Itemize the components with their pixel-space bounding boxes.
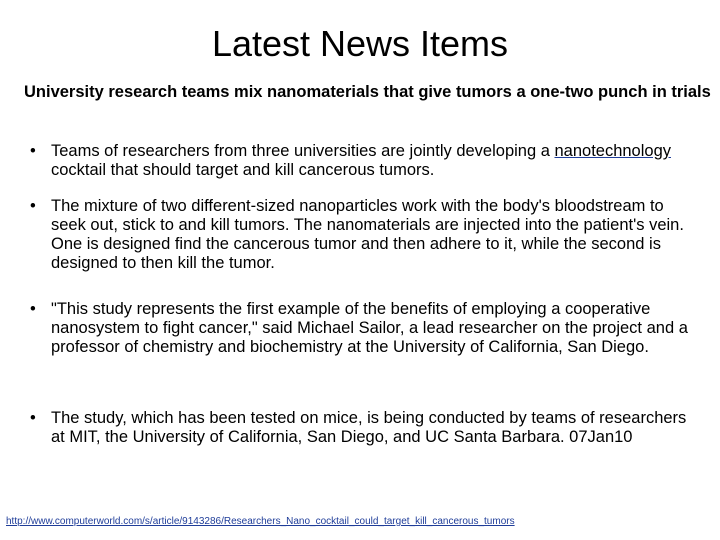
slide-title: Latest News Items: [211, 23, 509, 64]
bullet-dot-icon: •: [30, 142, 36, 160]
bullet-text-before-link: Teams of researchers from three universities are jointly developing a: [51, 142, 555, 160]
bullet-text: "This study represents the first example of the benefits of employing a cooperative nanosystem to fight cancer," said Michael Sailor, a lead researcher on the project and a professor of chemistry and biochemistry at the University of California, San Diego.: [51, 300, 688, 356]
bullet-item: [30, 142, 698, 180]
bullet-text: The mixture of two different-sized nanoparticles work with the body's bloodstream to seek out, stick to and kill tumors. The nanomaterials are injected into the patient's vein. One is designed find the cancerous tumor and then adhere to it, while the second is designed to then kill the tumor.: [51, 197, 684, 272]
bullet-text: The study, which has been tested on mice, is being conducted by teams of researchers at MIT, the University of California, San Diego, and UC Santa Barbara. 07Jan10: [51, 409, 687, 446]
bullet-dot-icon: •: [30, 197, 36, 215]
bullet-item: [30, 409, 698, 447]
bullet-text: [51, 142, 698, 180]
source-url-link[interactable]: http://www.computerworld.com/s/article/9143286/Researchers_Nano_cocktail_could_target_kill_cancerous_tumors: [6, 516, 515, 527]
bullet-item: [30, 197, 698, 273]
bullet-text-after-link: cocktail that should target and kill cancerous tumors.: [51, 161, 435, 179]
news-headline: University research teams mix nanomaterials that give tumors a one-two punch in trials: [24, 83, 711, 101]
bullet-dot-icon: •: [30, 409, 36, 427]
bullet-item: [30, 300, 698, 357]
bullet-dot-icon: •: [30, 300, 36, 318]
nanotechnology-link[interactable]: nanotechnology: [554, 142, 671, 160]
